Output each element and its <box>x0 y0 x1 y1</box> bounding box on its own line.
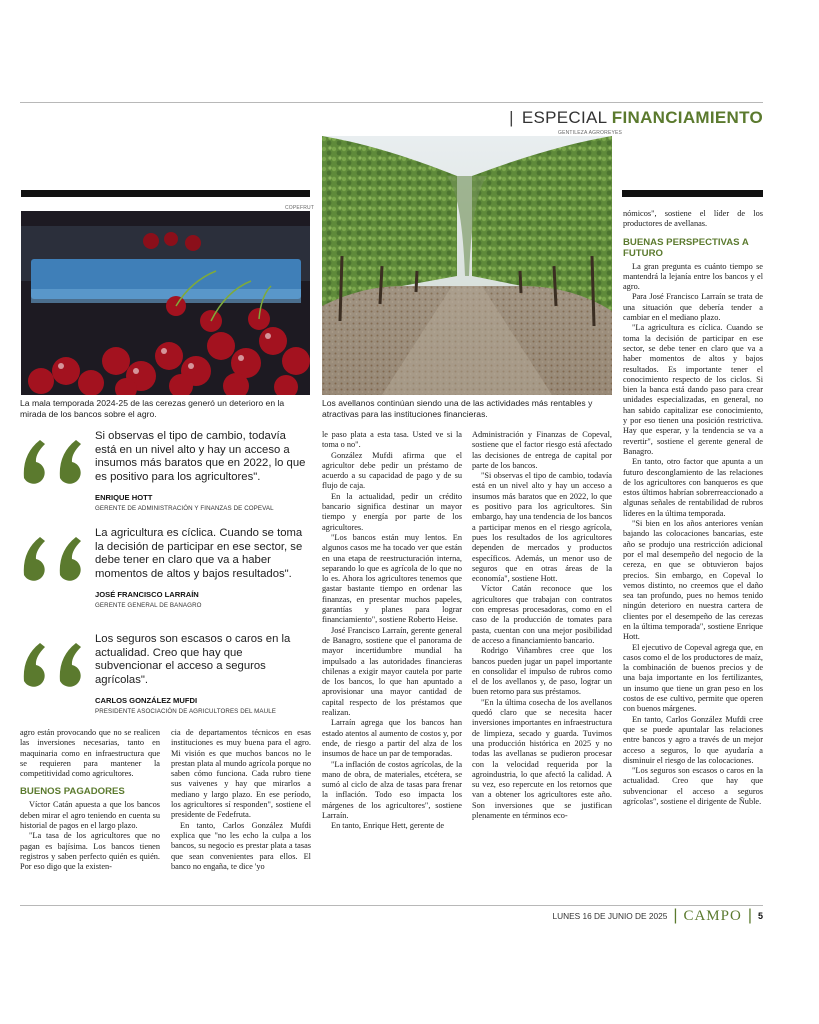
paragraph: Víctor Catán apuesta a que los bancos deben mirar el agro teniendo en cuenta su historial de pagos en el largo plazo. <box>20 800 160 831</box>
footer-brand: CAMPO <box>683 907 742 924</box>
paragraph: cia de departamentos técnicos en esas instituciones es muy buena para el agro. Mi visión es que muchos bancos no le prestan plata al mundo agrícola porque no saben cómo funciona. Cada rubro tiene sus vaivenes y hay que mirarlos a mediano y largo plazo. En ese período, los agricultores sí responden", sostiene el presidente de Fedefruta. <box>171 728 311 820</box>
article-column-5 <box>623 209 763 807</box>
cherry-photo-caption: La mala temporada 2024-25 de las cerezas generó un deterioro en la mirada de los bancos sobre el agro. <box>20 398 285 419</box>
footer-separator: | <box>673 907 678 924</box>
paragraph: González Mufdi afirma que el agricultor debe pedir un préstamo de acuerdo a su capacidad de pago y de su flujo de caja. <box>322 450 462 491</box>
paragraph: En tanto, Carlos González Mufdi cree que se puede apuntalar las relaciones entre bancos y agro a través de un mejor acceso a seguros, lo que ayudaría a disminuir el riesgo de las colocaciones. <box>623 714 763 765</box>
paragraph: En tanto, Enrique Hett, gerente de <box>331 821 445 831</box>
paragraph: Para José Francisco Larraín se trata de una situación que debería tender a cambiar en el mediano plazo. <box>623 292 763 323</box>
paragraph: "Los seguros son escasos o caros en la actualidad. Creo que hay que subvencionar el acceso a seguros agrícolas", sostiene el dirigente de Ñuble. <box>623 766 763 807</box>
article-column-3 <box>322 430 462 832</box>
paragraph: La gran pregunta es cuánto tiempo se mantendrá la lejanía entre los bancos y el agro. <box>623 261 763 292</box>
quote-mark-icon <box>20 434 92 484</box>
quote-1-text: Si observas el tipo de cambio, todavía está en un nivel alto y hay un acceso a insumos más baratos que en 2022, lo que es positivo para los agricultores". <box>95 430 306 483</box>
section-label <box>509 108 763 128</box>
article-column-1 <box>20 728 160 873</box>
rule-left <box>21 190 310 197</box>
paragraph: En tanto, Carlos González Mufdi explica que "no les echo la culpa a los bancos, su negocio es prestar plata a tasas que sean convenientes para ellos. El banco no engaña, te dice 'yo <box>171 820 311 871</box>
hazelnut-orchard-photo <box>322 136 612 395</box>
quote-3-text: Los seguros son escasos o caros en la actualidad. Creo que hay que subvencionar el acceso a seguros agrícolas". <box>95 633 291 686</box>
quote-3-role: PRESIDENTE ASOCIACIÓN DE AGRICULTORES DEL MAULE <box>95 708 276 716</box>
paragraph: "Si observas el tipo de cambio, todavía está en un nivel alto y hay un acceso a insumos más baratos que en 2022, lo que es positivo para los agricultores. Sin embargo, hay una tendencia de los bancos a participar menos en el riesgo agrícola, pues los resultados de los agricultores dependen de mercados y productos específicos. Además, un menor uso de seguros que en otras áreas de la economía", sostiene Hott. <box>472 471 612 584</box>
paragraph: "Los bancos están muy lentos. En algunos casos me ha tocado ver que están en una etapa de reestructuración interna, separando lo que es agrícola de lo que no lo es. Ahora los agricultores tenemos que gastar bastante tiempo en ordenar las finanzas, en presentar muchos papeles, garantías y planes para lograr financiamiento", sostiene Roberto Heise. <box>322 532 462 625</box>
quote-1-author: ENRIQUE HOTT <box>95 493 153 503</box>
subheading-buenas-perspectivas: BUENAS PERSPECTIVAS A FUTURO <box>623 236 749 259</box>
top-rule <box>20 102 763 103</box>
page-footer <box>552 907 763 925</box>
paragraph: Rodrigo Viñambres cree que los bancos pueden jugar un papel importante en consolidar el impulso de rubros como el de los avellanos y, de paso, lograr un buen retorno para sus préstamos. <box>472 646 612 697</box>
cherry-photo-credit: COPEFRUT <box>285 205 315 211</box>
footer-separator: | <box>747 907 752 924</box>
paragraph: En la actualidad, pedir un crédito bancario significa destinar un mayor tiempo y energía por parte de los agricultores. <box>322 491 462 532</box>
footer-date: LUNES 16 DE JUNIO DE 2025 <box>552 911 668 921</box>
paragraph: "La inflación de costos agrícolas, de la mano de obra, de materiales, etcétera, se sumó al ciclo de alza de tasas para frenar la inflación. Todo eso impacta los márgenes de los agricultores", sostiene Larraín. <box>322 759 462 820</box>
paragraph: agro están provocando que no se realicen las inversiones necesarias, tanto en maquinaria como en infraestructura que se requieren para mantener la competitividad como agricultores. <box>20 728 160 779</box>
paragraph: "Si bien en los años anteriores venían bajando las colocaciones bancarias, este año se produjo una restricción adicional por el mal desempeño del negocio de la cereza, en que se obtuvieron bajos precios. Sin embargo, en Copeval lo vemos distinto, no creemos que el daño sea tan profundo, pues no hemos tenido ningún deterioro en nuestra cartera de clientes por el desempeño de las cerezas en la última temporada", sostiene Enrique Hott. <box>623 519 763 642</box>
article-column-2 <box>171 728 311 872</box>
pull-quote-2 <box>20 527 310 609</box>
rule-right <box>622 190 763 197</box>
paragraph: le paso plata a esta tasa. Usted ve si la toma o no". <box>322 430 462 450</box>
paragraph: "En la última cosecha de los avellanos quedó claro que se necesita hacer inversiones importantes en infraestructura de limpieza, secado y guarda. Tuvimos una producción histórica en 2025 y no todas las avellanas se pudieron procesar con la velocidad requerida por la agroindustria, lo que afectó la calidad. A su vez, eso repercute en los retornos que van a obtener los agricultores este año. Son inversiones que se justifican plenamente en términos eco- <box>472 697 612 820</box>
orchard-photo-caption: Los avellanos continúan siendo una de las actividades más rentables y atractivas para las instituciones financieras. <box>322 398 593 419</box>
paragraph: José Francisco Larraín, gerente general de Banagro, sostiene que el panorama de mayor incertidumbre mundial ha impulsado a las autoridades financieras chilenas a exigir mayor cautela por parte de los bancos, lo que han apuntado a aprovisionar una mayor cantidad de capital respecto de los préstamos que realizan. <box>322 625 462 718</box>
quote-1-role: GERENTE DE ADMINISTRACIÓN Y FINANZAS DE COPEVAL <box>95 505 274 513</box>
paragraph: nómicos", sostiene el líder de los productores de avellanas. <box>623 209 763 229</box>
orchard-illustration <box>322 136 612 395</box>
quote-mark-icon <box>20 637 92 687</box>
orchard-photo-credit: GENTILEZA AGROREYES <box>558 130 623 136</box>
paragraph: El ejecutivo de Copeval agrega que, en casos como el de los productores de maíz, la combinación de buenos precios y de una baja importante en los fertilizantes, un insumo que tiene un gran peso en los costos de ese cultivo, permite que operen con buenos márgenes. <box>623 642 763 714</box>
cherries-illustration <box>21 211 310 395</box>
cherries-photo <box>21 211 310 395</box>
paragraph: Administración y Finanzas de Copeval, sostiene que el factor riesgo está afectado las decisiones de entrega de capital por parte de los bancos. <box>472 430 612 470</box>
paragraph: "La agricultura es cíclica. Cuando se toma la decisión de participar en ese sector, se debe tener en claro que va a haber momentos de altos y bajos resultados. Es importante tener el conocimiento respecto de los ciclos. Si bien la banca está dando paso para crear unidades especializadas, en general, no han sabido capitalizar ese conocimiento, y por eso tienen una posición restrictiva. Hay que esperar, y la tendencia se va a revertir", sostiene el gerente general de Banagro. <box>623 323 763 456</box>
section-separator: | <box>509 108 514 127</box>
paragraph: "La tasa de los agricultores que no pagan es bajísima. Los bancos tienen registros y saben perfecto quién es quién. Por eso digo que la existen- <box>20 831 160 872</box>
subheading-buenos-pagadores: BUENOS PAGADORES <box>20 786 125 798</box>
section-title-accent: FINANCIAMIENTO <box>611 108 763 127</box>
quote-2-text: La agricultura es cíclica. Cuando se toma la decisión de participar en ese sector, se debe tener en claro que va a haber momentos de altos y bajos resultados". <box>95 527 303 580</box>
pull-quote-1 <box>20 430 310 512</box>
quote-3-author: CARLOS GONZÁLEZ MUFDI <box>95 696 198 706</box>
article-column-4 <box>472 430 612 821</box>
pull-quote-3 <box>20 633 310 715</box>
paragraph: Larraín agrega que los bancos han estado atentos al aumento de costos y, por ende, de riesgo a partir del alza de los insumos de hace un par de temporadas. <box>322 718 462 759</box>
paragraph: En tanto, otro factor que apunta a un futuro desconglamiento de las relaciones de los agricultores con banqueros es que estos últimos habrían sobrerreaccionado a algunas señales de rentabilidad de rubros líderes en la última temporada. <box>623 457 763 518</box>
quote-2-author: JOSÉ FRANCISCO LARRAÍN <box>95 590 199 600</box>
page-number: 5 <box>757 911 763 921</box>
quote-2-role: GERENTE GENERAL DE BANAGRO <box>95 602 202 610</box>
bottom-rule <box>20 905 763 906</box>
quote-mark-icon <box>20 531 92 581</box>
section-title-plain: ESPECIAL <box>521 108 607 127</box>
paragraph: Víctor Catán reconoce que los agricultores que trabajan con contratos con empresas procesadoras, como en el caso de la producción de tomates para pasta, cuentan con una mejor posibilidad de acceso a financiamiento bancario. <box>472 584 612 645</box>
